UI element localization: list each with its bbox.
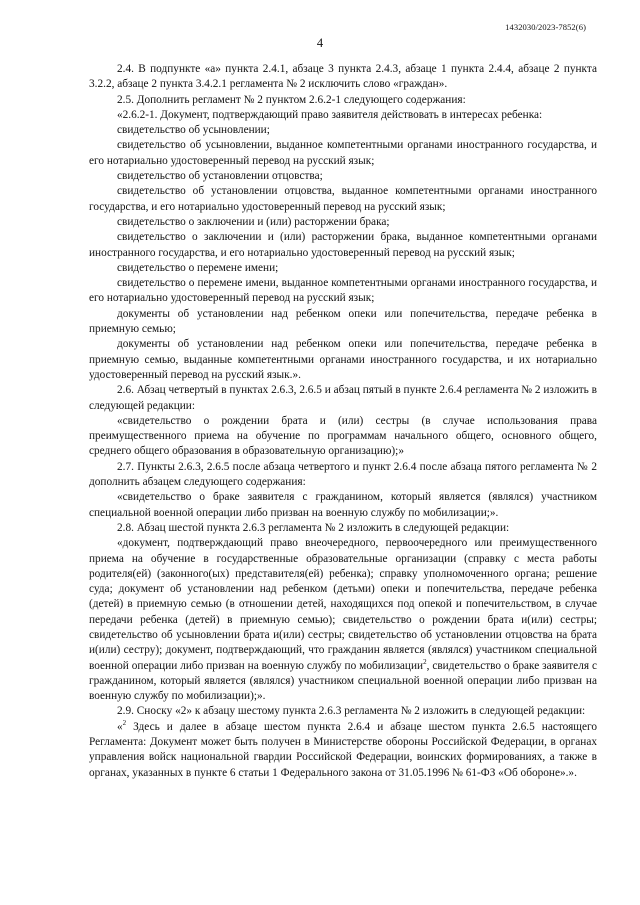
open-quote: « [117,720,123,733]
paragraph [89,536,597,704]
paragraph-text: «документ, подтверждающий право внеочередного, первоочередного или преимущественного приема на обучение в государственные образовательные организации (справку с места работы родителя(ей) (законного(ых) представителя(ей) ребенка); справку уполномоченного органа; решение суда; документ об установлении над ребенком (детьми) опеки и попечительства, передаче ребенка (детей) в приемную семью (в отношении детей, находящихся под опекой и попечительством, в случае передачи ребенка (детей) в приемную семью); свидетельство о рождении брата и(или) сестры; свидетельство об усыновлении брата и(или) сестры; свидетельство об установлении отцовства на брата и(или) сестру); документ, подтверждающий, что гражданин является (являлся) участником специальной военной операции либо призван на военную службу по мобилизации [89,537,597,672]
footnote-text: Здесь и далее в абзаце шестом пункта 2.6.4 и абзаце шестом пункта 2.6.5 настоящего Регламента: Документ может быть получен в Министерстве обороны Российской Федерации, в органах управления войск национальной гвардии Российской Федерации, воинских формированиях, а также в органах, указанных в пункте 6 статьи 1 Федерального закона от 31.05.1996 № 61-ФЗ «Об обороне».». [89,720,597,779]
paragraph: «свидетельство о рождении брата и (или) сестры (в случае использования права преимущественного приема на обучение по программам начального общего, основного общего, среднего общего образования в образовательную организацию);» [89,414,597,458]
paragraph: 2.9. Сноску «2» к абзацу шестому пункта 2.6.3 регламента № 2 изложить в следующей редакции: [117,705,586,718]
paragraph: свидетельство об установлении отцовства; [117,170,323,183]
paragraph: 2.5. Дополнить регламент № 2 пунктом 2.6.2-1 следующего содержания: [117,93,466,106]
paragraph: 2.8. Абзац шестой пункта 2.6.3 регламента № 2 изложить в следующей редакции: [117,521,510,534]
document-body [89,62,597,781]
paragraph: документы об установлении над ребенком опеки или попечительства, передаче ребенка в приемную семью, выданные компетентными органами иностранного государства, и их нотариально удостоверенный перевод на русский язык.». [89,338,597,381]
footnote-mark: 2 [122,719,127,727]
paragraph: свидетельство о перемене имени; [117,261,279,274]
paragraph: свидетельство об усыновлении, выданное компетентными органами иностранного государства, и его нотариально удостоверенный перевод на русский язык; [89,139,597,167]
paragraph: свидетельство о перемене имени, выданное компетентными органами иностранного государства, и его нотариально удостоверенный перевод на русский язык; [89,277,597,305]
paragraph: документы об установлении над ребенком опеки или попечительства, передаче ребенка в приемную семью; [89,307,597,336]
paragraph: 2.4. В подпункте «а» пункта 2.4.1, абзаце 3 пункта 2.4.3, абзаце 1 пункта 2.4.4, абзаце 2 пункта 3.2.2, абзаце 2 пункта 3.4.2.1 регламента № 2 исключить слово «граждан». [89,63,597,91]
paragraph: свидетельство о заключении и (или) расторжении брака, выданное компетентными органами иностранного государства, и его нотариально удостоверенный перевод на русский язык; [89,231,597,259]
paragraph: «2.6.2-1. Документ, подтверждающий право заявителя действовать в интересах ребенка: [117,108,543,121]
footnote-paragraph [89,720,597,781]
footnote-mark: 2 [423,657,427,666]
page-number: 4 [316,36,324,50]
paragraph: свидетельство об установлении отцовства, выданное компетентными органами иностранного государства, и его нотариально удостоверенный перевод на русский язык; [89,185,597,213]
paragraph: свидетельство о заключении и (или) расторжении брака; [117,215,390,228]
paragraph: «свидетельство о браке заявителя с гражданином, который является (являлся) участником специальной военной операции либо призван на военную службу по мобилизации;». [89,491,597,519]
paragraph: 2.6. Абзац четвертый в пунктах 2.6.3, 2.6.5 и абзац пятый в пункте 2.6.4 регламента № 2 изложить в следующей редакции: [89,384,597,412]
paragraph-text: , свидетельство о браке заявителя с гражданином, который является (являлся) участником специальной военной операции либо призван на военную службу по мобилизации);». [89,659,597,703]
paragraph: свидетельство об усыновлении; [117,124,270,137]
document-id: 1432030/2023-7852(6) [505,22,586,32]
paragraph: 2.7. Пункты 2.6.3, 2.6.5 после абзаца четвертого и пункт 2.6.4 после абзаца пятого регламента № 2 дополнить абзацем следующего содержания: [89,460,597,489]
